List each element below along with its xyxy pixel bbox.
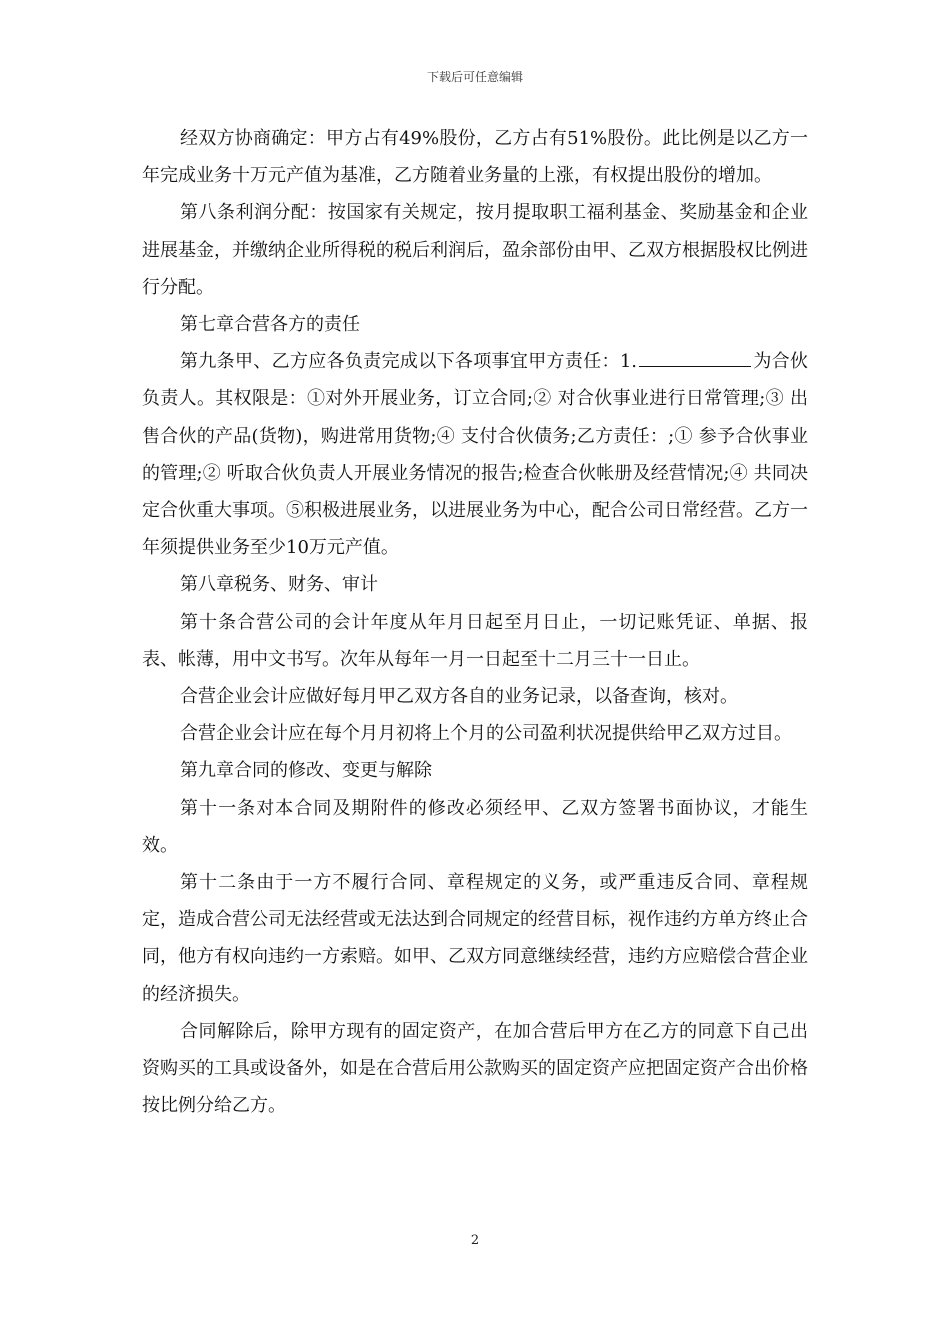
page-number: 2	[470, 1233, 480, 1248]
paragraph-article-8: 第八条利润分配：按国家有关规定，按月提取职工福利基金、奖励基金和企业进展基金，并缴纳企业所得税的税后利润后，盈余部份由甲、乙双方根据股权比例进行分配。	[142, 202, 808, 298]
paragraph-article-9	[142, 343, 808, 566]
paragraph-article-10: 第十条合营公司的会计年度从年月日起至月日止，一切记账凭证、单据、报表、帐薄，用中文书写。次年从每年一月一日起至十二月三十一日止。	[142, 611, 808, 670]
paragraph-share-ratio: 经双方协商确定：甲方占有49%股份，乙方占有51%股份。此比例是以乙方一年完成业务十万元产值为基准，乙方随着业务量的上涨，有权提出股份的增加。	[142, 128, 808, 187]
article-9-text-after: 为合伙负责人。其权限是：①对外开展业务，订立合同;② 对合伙事业进行日常管理;③ 出售合伙的产品(货物)，购进常用货物;④ 支付合伙债务;乙方责任：;① 参予合伙事业的管理;② 听取合伙负责人开展业务情况的报告;检查合伙帐册及经营情况;④ 共同决定合伙重大事项。⑤积极进展业务，以进展业务为中心，配合公司日常经营。乙方一年须提供业务至少10万元产值。	[142, 351, 809, 559]
document-body	[142, 120, 808, 1124]
fill-in-blank	[639, 365, 751, 367]
paragraph-dissolution: 合同解除后，除甲方现有的固定资产，在加合营后甲方在乙方的同意下自己出资购买的工具或设备外，如是在合营后用公款购买的固定资产应把固定资产合出价格按比例分给乙方。	[142, 1020, 808, 1117]
chapter-9-heading: 第九章合同的修改、变更与解除	[180, 760, 432, 782]
article-9-text-before: 第九条甲、乙方应各负责完成以下各项事宜甲方责任：1.	[180, 351, 638, 373]
chapter-8-heading: 第八章税务、财务、审计	[180, 574, 378, 596]
paragraph-monthly-report: 合营企业会计应在每个月月初将上个月的公司盈利状况提供给甲乙双方过目。	[180, 723, 792, 745]
paragraph-article-11: 第十一条对本合同及期附件的修改必须经甲、乙双方签署书面协议，才能生效。	[142, 797, 808, 856]
paragraph-article-12: 第十二条由于一方不履行合同、章程规定的义务，或严重违反合同、章程规定，造成合营公司无法经营或无法达到合同规定的经营目标，视作违约方单方终止合同，他方有权向违约一方索赔。如甲、乙双方同意继续经营，违约方应赔偿合营企业的经济损失。	[142, 872, 808, 1005]
chapter-7-heading: 第七章合营各方的责任	[180, 314, 360, 336]
page-header: 下载后可任意编辑	[426, 70, 523, 84]
paragraph-accounting-records: 合营企业会计应做好每月甲乙双方各自的业务记录，以备查询，核对。	[180, 686, 738, 708]
